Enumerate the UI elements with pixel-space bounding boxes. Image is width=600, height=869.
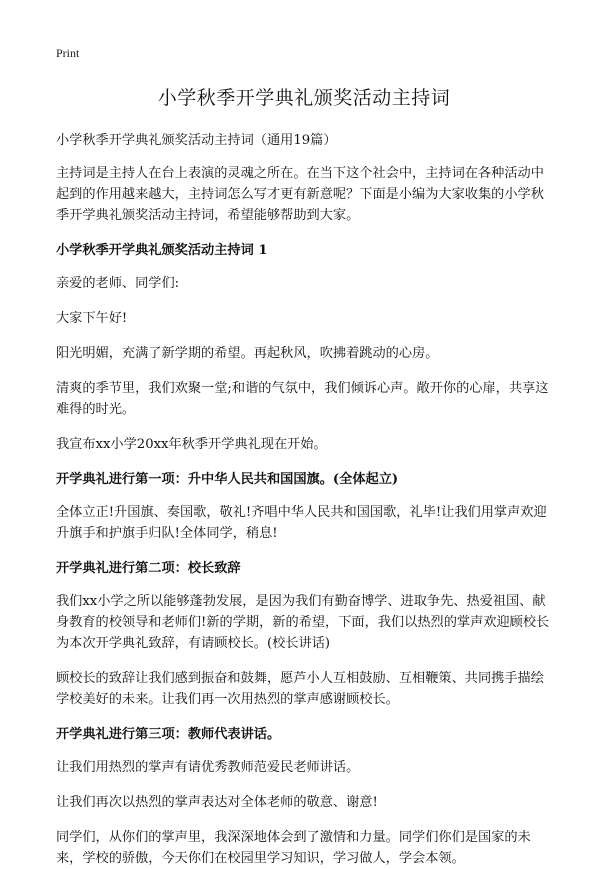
item3-paragraph: 让我们用热烈的掌声有请优秀教师范爱民老师讲话。 bbox=[56, 760, 360, 775]
item1-paragraph: 全体立正!升国旗、奏国歌，敬礼!齐唱中华人民共和国国歌，礼毕!让我们用掌声欢迎升旗手和护旗手归队!全体同学，稍息! bbox=[56, 505, 547, 541]
document-title: 小学秋季开学典礼颁奖活动主持词 bbox=[157, 87, 451, 109]
paragraph-3: 我宣布xx小学20xx年秋季开学典礼现在开始。 bbox=[56, 437, 327, 452]
paragraph-2: 清爽的季节里，我们欢聚一堂;和谐的气氛中，我们倾诉心声。敞开你的心扉，共享这难得的时光。 bbox=[56, 381, 549, 417]
paragraph-1: 阳光明媚，充满了新学期的希望。再起秋风，吹拂着跳动的心房。 bbox=[56, 346, 439, 361]
section-heading: 小学秋季开学典礼颁奖活动主持词 1 bbox=[56, 243, 268, 258]
item2-paragraph-2: 顾校长的致辞让我们感到振奋和鼓舞，愿芦小人互相鼓励、互相鞭策、共同携手描绘学校美好的未来。让我们再一次用热烈的掌声感谢顾校长。 bbox=[56, 671, 544, 707]
document-subtitle: 小学秋季开学典礼颁奖活动主持词（通用19篇） bbox=[56, 133, 337, 148]
item3-heading: 开学典礼进行第三项：教师代表讲话。 bbox=[56, 727, 281, 742]
item3-paragraph-2: 让我们再次以热烈的掌声表达对全体老师的敬意、谢意! bbox=[56, 795, 378, 810]
print-label: Print bbox=[56, 46, 80, 60]
item1-heading: 开学典礼进行第一项：升中华人民共和国国旗。(全体起立) bbox=[56, 472, 399, 487]
greeting-paragraph: 亲爱的老师、同学们: bbox=[56, 276, 180, 291]
intro-paragraph: 主持词是主持人在台上表演的灵魂之所在。在当下这个社会中，主持词在各种活动中起到的作用越来越大，主持词怎么写才更有新意呢？下面是小编为大家收集的小学秋季开学典礼颁奖活动主持词，希望能够帮助到大家。 bbox=[56, 166, 544, 223]
item3-paragraph-3: 同学们，从你们的掌声里，我深深地体会到了激情和力量。同学们你们是国家的未来，学校的骄傲，今天你们在校园里学习知识，学习做人，学会本领。 bbox=[56, 830, 531, 866]
item2-paragraph: 我们xx小学之所以能够蓬勃发展，是因为我们有勤奋博学、进取争先、热爱祖国、献身教育的校领导和老师们!新的学期，新的希望，下面，我们以热烈的掌声欢迎顾校长为本次开学典礼致辞，有请顾校长。(校长讲话) bbox=[56, 594, 550, 651]
hello-paragraph: 大家下午好! bbox=[56, 311, 128, 326]
item2-heading: 开学典礼进行第二项：校长致辞 bbox=[56, 561, 241, 576]
